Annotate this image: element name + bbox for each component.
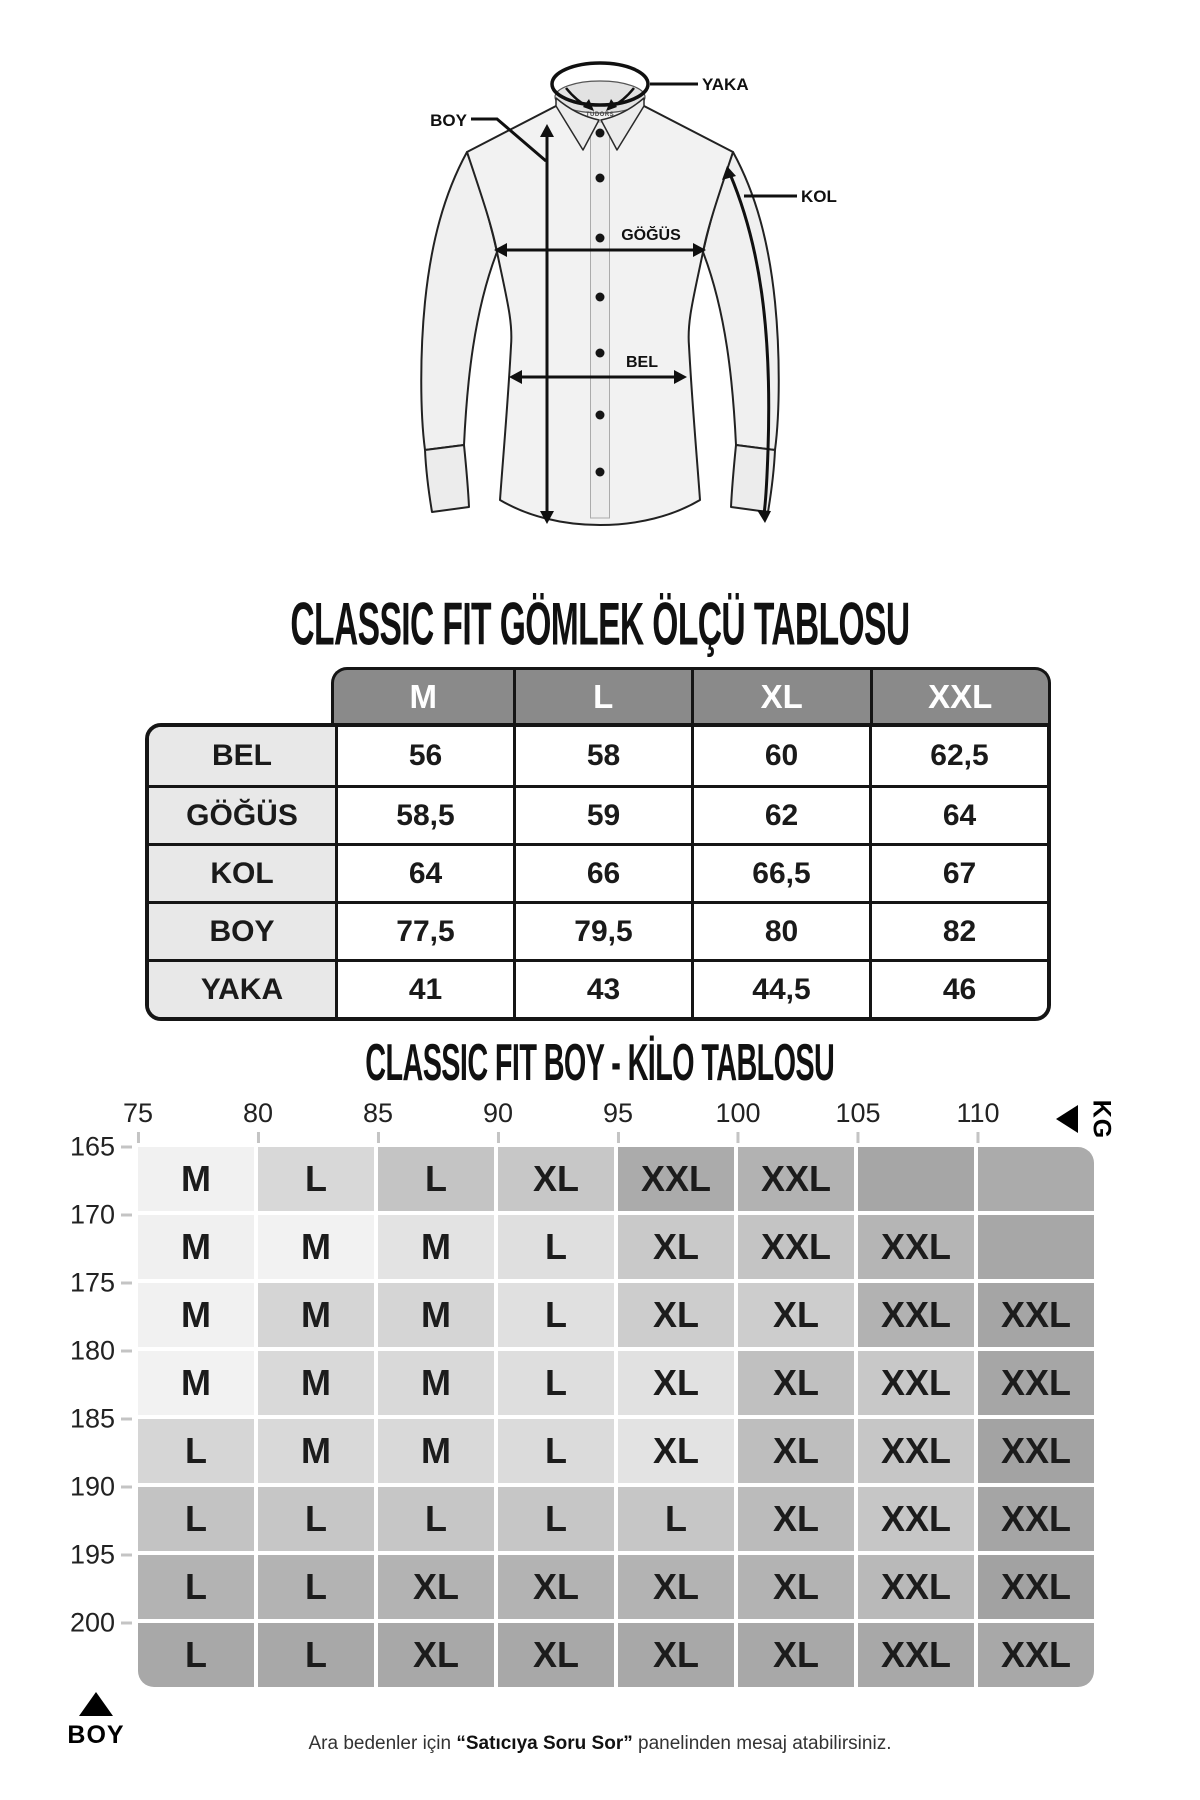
measure-value: 67 <box>869 843 1047 901</box>
weight-tick <box>857 1132 860 1143</box>
measure-value: 41 <box>335 959 513 1017</box>
kilo-size-cell: XXL <box>858 1419 974 1483</box>
kilo-size-cell: XL <box>738 1555 854 1619</box>
kilo-size-cell: XXL <box>738 1215 854 1279</box>
kilo-size-cell: XL <box>378 1555 494 1619</box>
kilo-size-cell: XL <box>618 1283 734 1347</box>
weight-tick <box>616 1132 619 1143</box>
bel-label: BEL <box>626 354 658 371</box>
kilo-size-cell: XXL <box>978 1419 1094 1483</box>
kilo-size-cell: XL <box>618 1419 734 1483</box>
weight-tick-label: 105 <box>835 1098 880 1143</box>
arrowhead <box>757 510 771 523</box>
kilo-size-cell: M <box>258 1351 374 1415</box>
height-tick-label: 185 <box>70 1404 132 1435</box>
measure-value: 66,5 <box>691 843 869 901</box>
gogus-label: GÖĞÜS <box>621 227 681 244</box>
yaka-label: YAKA <box>702 75 749 94</box>
footer-prefix: Ara bedenler için <box>308 1733 457 1754</box>
kilo-size-cell: L <box>498 1487 614 1551</box>
kilo-size-cell: M <box>258 1215 374 1279</box>
kg-axis-label: KG <box>1087 1099 1116 1139</box>
kilo-size-cell: XXL <box>978 1487 1094 1551</box>
kilo-size-cell <box>978 1147 1094 1211</box>
height-tick <box>121 1486 132 1489</box>
height-tick-label: 170 <box>70 1200 132 1231</box>
shirt-diagram <box>400 40 860 540</box>
measure-value: 58,5 <box>335 785 513 843</box>
kilo-size-cell: L <box>138 1555 254 1619</box>
measure-value: 59 <box>513 785 691 843</box>
kilo-size-cell: XXL <box>978 1623 1094 1687</box>
size-column-header: XXL <box>870 670 1049 723</box>
kilo-size-cell: XL <box>618 1623 734 1687</box>
weight-tick <box>136 1132 139 1143</box>
height-tick-label: 180 <box>70 1336 132 1367</box>
measure-value: 64 <box>869 785 1047 843</box>
kilo-size-cell: XXL <box>978 1351 1094 1415</box>
height-tick <box>121 1418 132 1421</box>
kilo-grid <box>138 1147 1094 1687</box>
weight-tick-label: 110 <box>956 1098 999 1143</box>
kilo-size-cell: XL <box>738 1419 854 1483</box>
kilo-size-cell: L <box>258 1147 374 1211</box>
kilo-size-cell: XL <box>738 1623 854 1687</box>
kilo-size-cell: M <box>258 1419 374 1483</box>
kg-axis-marker <box>1056 1096 1121 1142</box>
kilo-size-cell: M <box>378 1419 494 1483</box>
kilo-size-cell: L <box>498 1351 614 1415</box>
kilo-size-cell: XXL <box>858 1283 974 1347</box>
kilo-size-cell: L <box>498 1283 614 1347</box>
height-tick <box>121 1350 132 1353</box>
height-tick-label: 165 <box>70 1132 132 1163</box>
measure-value: 80 <box>691 901 869 959</box>
size-column-header: M <box>409 677 437 715</box>
size-table <box>145 667 1051 1021</box>
height-tick <box>121 1622 132 1625</box>
kilo-size-cell: XL <box>738 1283 854 1347</box>
kilo-size-cell: XXL <box>858 1623 974 1687</box>
weight-tick <box>376 1132 379 1143</box>
kilo-size-cell: M <box>138 1147 254 1211</box>
size-table-body <box>145 723 1051 1021</box>
size-table-title-text: CLASSIC FIT GÖMLEK ÖLÇÜ TABLOSU <box>290 589 910 658</box>
weight-table-title-text: CLASSIC FIT BOY - KİLO TABLOSU <box>365 1034 835 1093</box>
measure-row-label: BOY <box>149 901 335 959</box>
kilo-size-cell: XXL <box>858 1555 974 1619</box>
kilo-size-cell: L <box>498 1419 614 1483</box>
left-triangle-icon <box>1056 1105 1078 1133</box>
measure-value: 44,5 <box>691 959 869 1017</box>
kilo-size-cell: XL <box>498 1623 614 1687</box>
kilo-size-cell: L <box>258 1487 374 1551</box>
measure-value: 62,5 <box>869 727 1047 785</box>
weight-table-title <box>0 1034 1200 1093</box>
height-tick <box>121 1554 132 1557</box>
kilo-size-cell <box>978 1215 1094 1279</box>
kilo-size-cell: M <box>138 1283 254 1347</box>
kilo-size-cell: L <box>138 1419 254 1483</box>
size-table-header <box>331 667 1051 723</box>
kilo-size-cell: L <box>378 1487 494 1551</box>
kilo-size-cell: L <box>378 1147 494 1211</box>
kilo-size-cell: L <box>498 1215 614 1279</box>
size-column-header: L <box>513 670 692 723</box>
height-tick <box>121 1282 132 1285</box>
kilo-size-cell: XL <box>618 1555 734 1619</box>
kilo-size-cell: L <box>138 1623 254 1687</box>
footer-suffix: panelinden mesaj atabilirsiniz. <box>632 1733 892 1754</box>
kilo-size-cell: M <box>138 1215 254 1279</box>
shirt-left-cuff <box>425 445 469 512</box>
weight-tick <box>496 1132 499 1143</box>
measure-value: 82 <box>869 901 1047 959</box>
kilo-size-cell: XXL <box>738 1147 854 1211</box>
kilo-size-cell <box>858 1147 974 1211</box>
weight-tick <box>256 1132 259 1143</box>
boy-label: BOY <box>430 111 467 130</box>
kilo-size-cell: XL <box>738 1351 854 1415</box>
weight-tick-label: 100 <box>715 1098 760 1143</box>
kilo-size-cell: XL <box>498 1555 614 1619</box>
kilo-size-cell: L <box>258 1623 374 1687</box>
size-column-header: XL <box>691 670 870 723</box>
footer-bold: “Satıcıya Soru Sor” <box>456 1733 633 1754</box>
measure-value: 79,5 <box>513 901 691 959</box>
kilo-size-cell: XXL <box>858 1487 974 1551</box>
height-tick-label: 195 <box>70 1540 132 1571</box>
height-tick <box>121 1214 132 1217</box>
measure-row-label: YAKA <box>149 959 335 1017</box>
size-table-title <box>0 589 1200 658</box>
measure-value: 62 <box>691 785 869 843</box>
measure-value: 43 <box>513 959 691 1017</box>
kilo-size-cell: M <box>378 1351 494 1415</box>
measure-value: 77,5 <box>335 901 513 959</box>
weight-tick <box>737 1132 740 1143</box>
measure-value: 46 <box>869 959 1047 1017</box>
measure-row-label: GÖĞÜS <box>149 785 335 843</box>
height-tick-label: 175 <box>70 1268 132 1299</box>
kilo-size-cell: XXL <box>978 1283 1094 1347</box>
kol-label: KOL <box>801 187 837 206</box>
kilo-size-cell: M <box>378 1215 494 1279</box>
measure-row-label: KOL <box>149 843 335 901</box>
kilo-size-cell: XXL <box>618 1147 734 1211</box>
kilo-size-cell: XL <box>618 1351 734 1415</box>
kilo-size-cell: XL <box>738 1487 854 1551</box>
weight-tick-label: 75 <box>123 1098 153 1143</box>
measure-value: 64 <box>335 843 513 901</box>
kilo-size-cell: XL <box>378 1623 494 1687</box>
kilo-size-cell: L <box>258 1555 374 1619</box>
height-tick-label: 200 <box>70 1608 132 1639</box>
height-tick <box>121 1146 132 1149</box>
height-axis <box>40 1131 132 1707</box>
kilo-size-cell: XXL <box>858 1215 974 1279</box>
kilo-size-cell: M <box>258 1283 374 1347</box>
kilo-size-cell: M <box>138 1351 254 1415</box>
kilo-size-cell: XXL <box>978 1555 1094 1619</box>
measure-row-label: BEL <box>149 727 335 785</box>
measure-value: 66 <box>513 843 691 901</box>
weight-tick-label: 95 <box>603 1098 633 1143</box>
kilo-size-cell: M <box>378 1283 494 1347</box>
kilo-size-cell: L <box>138 1487 254 1551</box>
brand-label: TUDORS <box>585 112 615 118</box>
up-triangle-icon <box>79 1692 113 1716</box>
kg-axis <box>122 1098 1118 1146</box>
weight-tick <box>976 1132 979 1143</box>
kilo-size-cell: XL <box>618 1215 734 1279</box>
kilo-size-cell: L <box>618 1487 734 1551</box>
kilo-size-cell: XXL <box>858 1351 974 1415</box>
weight-tick-label: 85 <box>363 1098 393 1143</box>
weight-tick-label: 90 <box>483 1098 513 1143</box>
measure-value: 60 <box>691 727 869 785</box>
measure-value: 58 <box>513 727 691 785</box>
weight-tick-label: 80 <box>243 1098 273 1143</box>
boy-axis-label: BOY <box>67 1721 125 1749</box>
footer-note <box>0 1733 1200 1755</box>
measure-value: 56 <box>335 727 513 785</box>
kilo-size-cell: XL <box>498 1147 614 1211</box>
height-tick-label: 190 <box>70 1472 132 1503</box>
